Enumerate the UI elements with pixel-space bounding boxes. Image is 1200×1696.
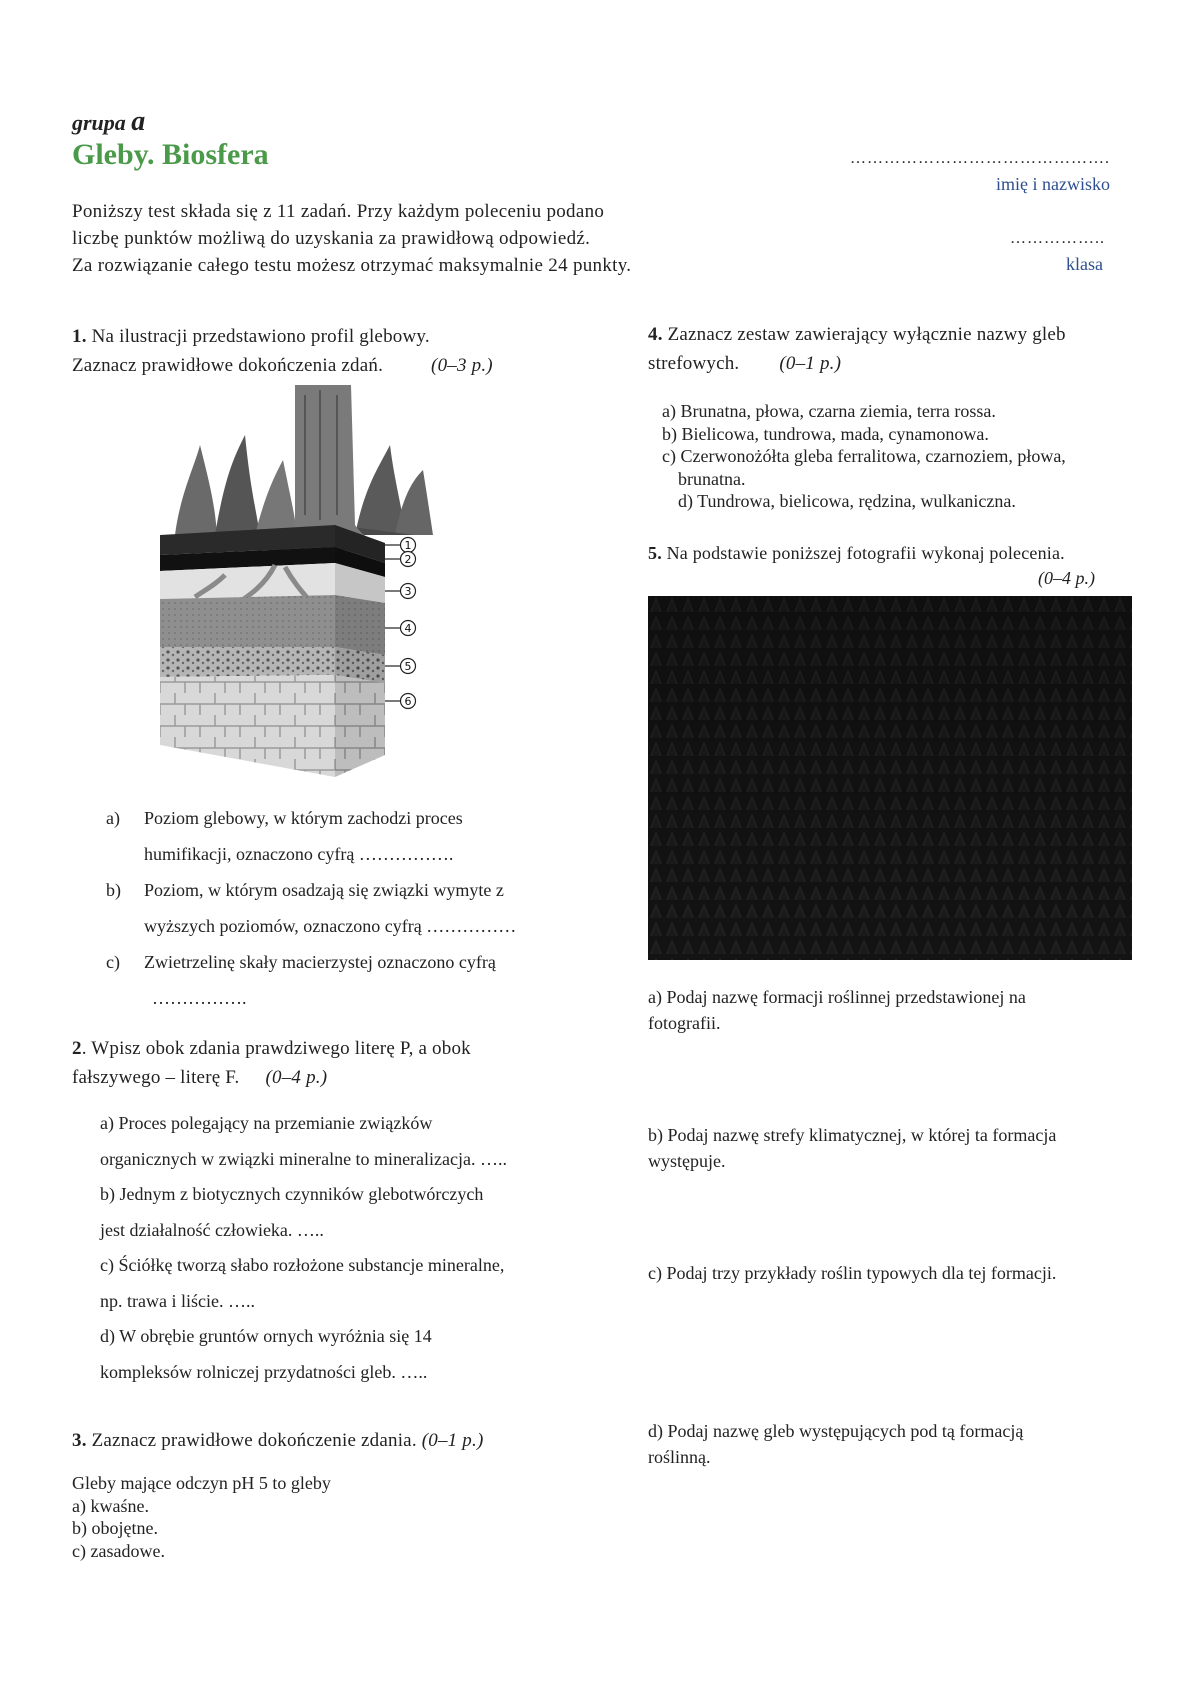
marker-1: 1 [404,539,412,552]
list-item: wyższych poziomów, oznaczono cyfrą …………… [144,916,517,936]
marker-3: 3 [404,585,412,598]
question-5a: a) Podaj nazwę formacji roślinnej przedstawionej na fotografii. [648,987,1026,1033]
marker-6: 6 [404,695,412,708]
name-field-label: imię i nazwisko [996,174,1110,194]
group-letter: a [131,106,146,137]
marker-2: 2 [404,553,412,566]
question-5-heading: 5. Na podstawie poniższej fotografii wykonaj polecenia. [648,543,1065,563]
question-5-points: (0–4 p.) [1038,568,1095,588]
page-title: Gleby. Biosfera [72,138,269,171]
question-3-heading: 3. Zaznacz prawidłowe dokończenie zdania. (0–1 p.) [72,1430,484,1451]
class-field-dots[interactable]: …………….. [1010,230,1105,247]
option-d[interactable]: d) Tundrowa, bielicowa, rędzina, wulkaniczna. [678,491,1016,511]
forest-photo [648,596,1132,960]
question-2-statements: a) Proces polegający na przemianie związków organicznych w związki mineralne to mineralizacja. ….. b) Jednym z biotycznych czynników glebotwórczych jest działalność człowieka. ….. c) Ściółkę tworzą słabo rozłożone substancje mineralne, np. trawa i liście. ….. d) W obrębie gruntów ornych wyróżnia się 14 kompleksów rolniczej przydatności gleb. ….. [100,1113,507,1382]
question-1-heading: 1. Na ilustracji przedstawiono profil glebowy. Zaznacz prawidłowe dokończenia zdań. (0–3 p.) [72,326,493,376]
option-c[interactable]: c) zasadowe. [72,1540,165,1561]
question-5d: d) Podaj nazwę gleb występujących pod tą formacją roślinną. [648,1421,1024,1467]
question-4-heading: 4. Zaznacz zestaw zawierający wyłącznie nazwy gleb strefowych. (0–1 p.) [648,324,1066,374]
option-a[interactable]: a) kwaśne. [72,1495,149,1516]
group-label: grupa a [72,106,146,137]
soil-profile-illustration [155,385,465,780]
option-b[interactable]: b) Bielicowa, tundrowa, mada, cynamonowa. [662,423,989,444]
question-1-items [106,800,576,1016]
list-item: humifikacji, oznaczono cyfrą ……………. [144,844,454,864]
question-5c: c) Podaj trzy przykłady roślin typowych dla tej formacji. [648,1263,1057,1283]
name-field-dots[interactable]: ………………………………………. [850,150,1110,167]
marker-5: 5 [404,660,412,673]
class-field-label: klasa [1066,254,1103,274]
question-3-options: Gleby mające odczyn pH 5 to gleby a) kwaśne. b) obojętne. c) zasadowe. [72,1472,572,1562]
list-item: a) Poziom glebowy, w którym zachodzi proces [106,808,463,828]
option-b[interactable]: b) obojętne. [72,1518,158,1538]
question-5b: b) Podaj nazwę strefy klimatycznej, w której ta formacja występuje. [648,1125,1057,1171]
option-a[interactable]: a) Brunatna, płowa, czarna ziemia, terra rossa. [662,401,996,421]
question-4-options: a) Brunatna, płowa, czarna ziemia, terra rossa. b) Bielicowa, tundrowa, mada, cynamonowa. c) Czerwonożółta gleba ferralitowa, czarnoziem, płowa, brunatna. d) Tundrowa, bielicowa, rędzina, wulkaniczna. [662,400,1142,513]
test-intro: Poniższy test składa się z 11 zadań. Przy każdym poleceniu podano liczbę punktów możliwą do uzyskania za prawidłową odpowiedź. Za rozwiązanie całego testu możesz otrzymać maksymalnie 24 punkty. [72,201,632,276]
list-item: c) Zwietrzelinę skały macierzystej oznaczono cyfrą [106,952,496,972]
marker-4: 4 [404,622,412,635]
question-2-heading: 2. Wpisz obok zdania prawdziwego literę P, a obok fałszywego – literę F. (0–4 p.) [72,1038,471,1088]
option-c[interactable]: c) Czerwonożółta gleba ferralitowa, czarnoziem, płowa, [662,446,1066,466]
list-item: ……………. [152,988,247,1008]
list-item: b) Poziom, w którym osadzają się związki wymyte z [106,880,504,900]
